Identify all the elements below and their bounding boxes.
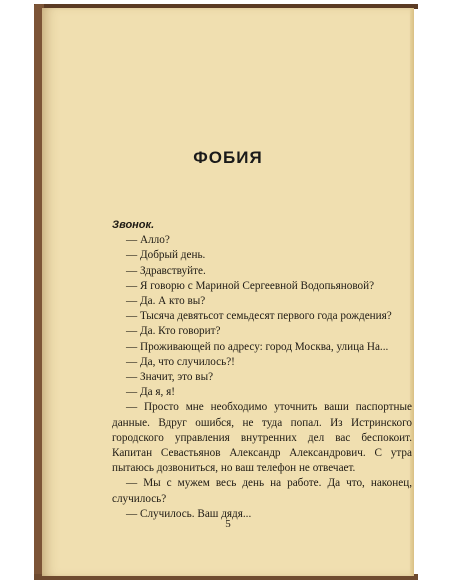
dialogue-line: — Тысяча девятьсот семьдесят первого года рождения? — [126, 310, 392, 323]
dialogue-line: — Да. А кто вы? — [126, 295, 206, 308]
page-number: 5 — [225, 518, 231, 530]
dialogue-line: — Мы с мужем весь день на работе. Да что, наконец, случилось? — [112, 477, 412, 505]
chapter-title: ФОБИЯ — [193, 148, 263, 167]
dialogue-line: — Просто мне необходимо уточнить ваши паспортные данные. Вдруг ошибся, не туда попал. Из Истринского городского управления внутренних дел вас беспокоит. Капитан Севастьянов Александр Александрович. С утра пытаюсь дозвониться, но ваш телефон не отвечает. — [112, 401, 412, 475]
dialogue-line: — Значит, это вы? — [126, 371, 214, 384]
body-text — [112, 218, 412, 522]
dialogue-line: — Алло? — [126, 234, 170, 247]
page — [42, 8, 414, 576]
dialogue-line: — Случилось. Ваш дядя... — [126, 507, 252, 520]
dialogue-line: — Проживающей по адресу: город Москва, улица На... — [126, 340, 389, 353]
dialogue-line: — Добрый день. — [126, 249, 206, 262]
dialogue-line: — Да, что случилось?! — [126, 355, 235, 368]
dialogue-line: — Да я, я! — [126, 386, 175, 399]
dialogue-line: — Здравствуйте. — [126, 264, 206, 277]
section-heading: Звонок. — [112, 219, 155, 231]
dialogue-line: — Да. Кто говорит? — [126, 325, 221, 338]
dialogue-line: — Я говорю с Мариной Сергеевной Водопьяновой? — [126, 279, 375, 292]
